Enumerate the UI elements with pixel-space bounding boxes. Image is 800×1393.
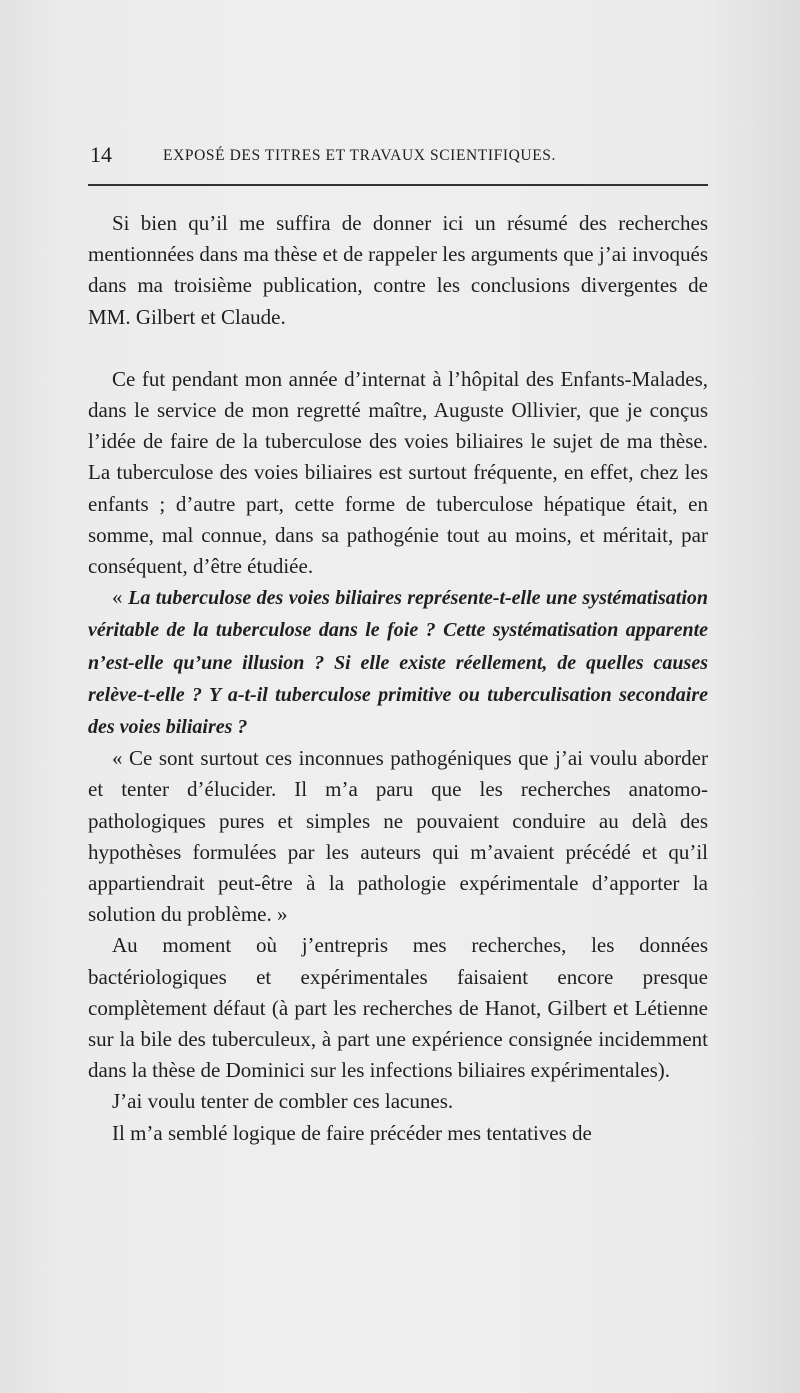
- page-number: 14: [90, 142, 112, 167]
- header-rule: [88, 184, 708, 186]
- opening-guillemet: «: [112, 585, 123, 610]
- paragraph-2: Ce fut pendant mon année d’internat à l’hôpital des Enfants-Malades, dans le service de mon regretté maître, Auguste Ollivier, que je conçus l’idée de faire de la tuberculose des voies biliaires le sujet de ma thèse. La tuberculose des voies biliaires est surtout fréquente, en effet, chez les enfants ; d’autre part, cette forme de tuberculose hépatique était, en somme, mal connue, dans sa pathogénie tout au moins, et méritait, par conséquent, d’être étudiée.: [88, 366, 708, 579]
- paragraph-4: « Ce sont surtout ces inconnues pathogéniques que j’ai voulu aborder et tenter d’élucider. Il m’a paru que les recherches anatomo-pathologiques pures et simples ne pouvaient conduire au delà des hypothèses formulées par les auteurs qui m’avaient précédé et qu’il appartiendrait peut-être à la pathologie expérimentale d’apporter la solution du problème. »: [88, 746, 708, 927]
- paragraph-5: Au moment où j’entrepris mes recherches, les données bactériologiques et expérimentales faisaient encore presque complètement défaut (à part les recherches de Hanot, Gilbert et Létienne sur la bile des tuberculeux, à part une expérience consignée incidemment dans la thèse de Dominici sur les infections biliaires expérimentales).: [88, 933, 708, 1083]
- paragraph-1: Si bien qu’il me suffira de donner ici un résumé des recherches mentionnées dans ma thèse et de rappeler les arguments que j’ai invoqués dans ma troisième publication, contre les conclusions divergentes de MM. Gilbert et Claude.: [88, 211, 708, 329]
- page-header: [88, 142, 708, 170]
- paragraph-3-quote: [88, 582, 708, 743]
- paragraph-6: J’ai voulu tenter de combler ces lacunes.: [112, 1089, 454, 1114]
- running-title: EXPOSÉ DES TITRES ET TRAVAUX SCIENTIFIQUES.: [163, 147, 556, 164]
- italic-quote: La tuberculose des voies biliaires représente-t-elle une systématisation véritable de la tuberculose dans le foie ? Cette systématisation apparente n’est-elle qu’une illusion ? Si elle existe réellement, de quelles causes relève-t-elle ? Y a-t-il tuberculose primitive ou tuberculisation secondaire des voies biliaires ?: [88, 587, 709, 739]
- paragraph-7: Il m’a semblé logique de faire précéder mes tentatives de: [112, 1120, 592, 1145]
- body-text: [88, 208, 708, 1149]
